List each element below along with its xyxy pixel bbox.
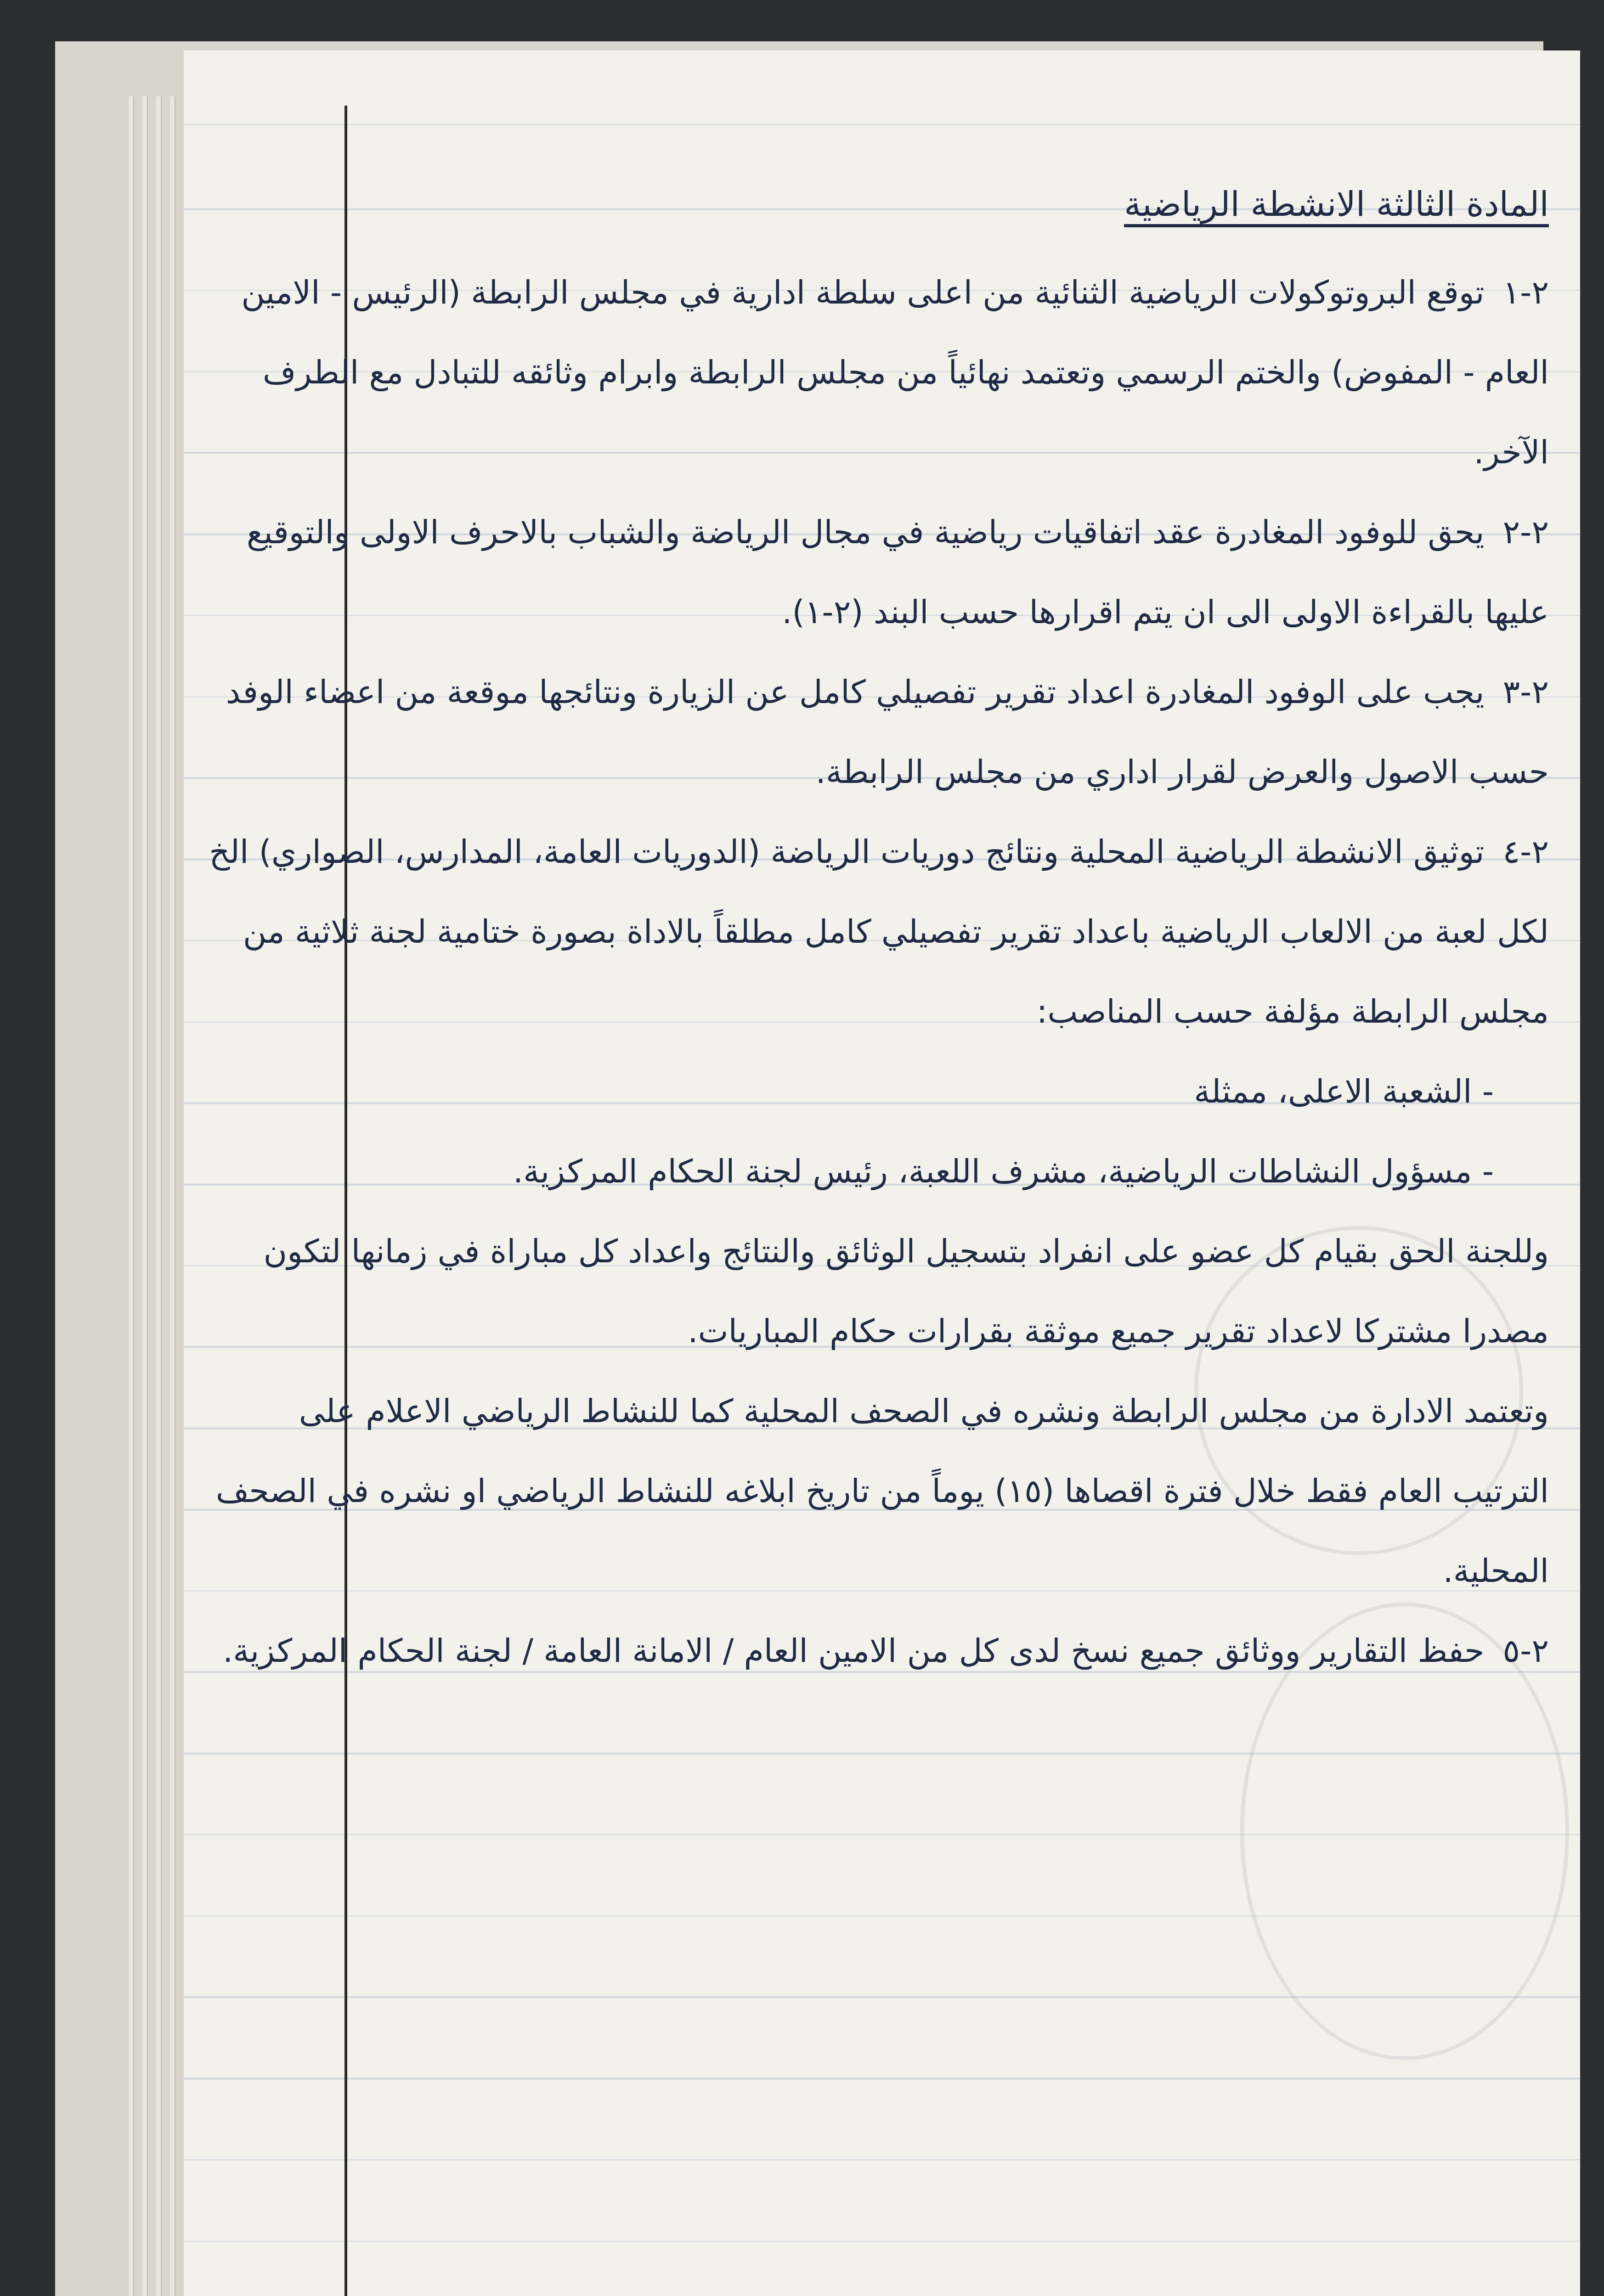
clause-number: ٢-١: [1502, 274, 1549, 311]
document-body: [207, 174, 1549, 1691]
clause-number: ٢-٤: [1502, 833, 1549, 871]
clause-2-5: [207, 1611, 1549, 1691]
page-edge: [129, 96, 134, 2296]
committee-member-line: - مسؤول النشاطات الرياضية، مشرف اللعبة، رئيس لجنة الحكام المركزية.: [513, 1153, 1494, 1190]
page-edge: [156, 96, 162, 2296]
committee-member-line: - الشعبة الاعلى، ممثلة: [1194, 1073, 1494, 1110]
clause-text: وللجنة الحق بقيام كل عضو على انفراد بتسجيل الوثائق والنتائج واعداد كل مباراة في زمانها لتكون مصدرا مشتركا لاعداد تقرير جميع موثقة بقرارات حكام المباريات.: [263, 1232, 1549, 1350]
clause-2-3: [207, 652, 1549, 812]
clause-text: حفظ التقارير ووثائق جميع نسخ لدى كل من الامين العام / الامانة العامة / لجنة الحكام المركزية.: [223, 1632, 1485, 1670]
clause-text: وتعتمد الادارة من مجلس الرابطة ونشره في الصحف المحلية كما للنشاط الرياضي الاعلام على الترتيب العام فقط خلال فترة اقصاها (١٥) يوماً من تاريخ ابلاغه للنشاط الرياضي او نشره في الصحف المحلية.: [215, 1392, 1549, 1590]
clause-number: ٢-٢: [1502, 513, 1549, 551]
page-edge: [170, 96, 175, 2296]
section-heading: المادة الثالثة الانشطة الرياضية: [1124, 185, 1549, 224]
clause-2-4: [207, 812, 1549, 1052]
clause-number: ٢-٣: [1502, 673, 1549, 711]
clause-text: توقع البروتوكولات الرياضية الثنائية من اعلى سلطة ادارية في مجلس الرابطة (الرئيس - الامين العام - المفوض) والختم الرسمي وتعتمد نهائياً من مجلس الرابطة وابرام وثائقه للتبادل مع الطرف الآخر.: [241, 274, 1549, 471]
clause-text: توثيق الانشطة الرياضية المحلية ونتائج دوريات الرياضة (الدوريات العامة، المدارس، الصواري) الخ لكل لعبة من الالعاب الرياضية باعداد تقرير تفصيلي كامل مطلقاً بالاداة بصورة ختامية لجنة ثلاثية من مجلس الرابطة مؤلفة حسب المناصب:: [209, 833, 1549, 1030]
page-edge: [142, 96, 148, 2296]
clause-text: يجب على الوفود المغادرة اعداد تقرير تفصيلي كامل عن الزيارة ونتائجها موقعة من اعضاء الوفد حسب الاصول والعرض لقرار اداري من مجلس الرابطة.: [226, 673, 1549, 791]
clause-text: يحق للوفود المغادرة عقد اتفاقيات رياضية في مجال الرياضة والشباب بالاحرف الاولى والتوقيع عليها بالقراءة الاولى الى ان يتم اقرارها حسب البند (٢-١).: [246, 513, 1549, 631]
clause-number: ٢-٥: [1502, 1632, 1549, 1670]
committee-paragraph: [207, 1211, 1549, 1371]
publication-paragraph: [207, 1371, 1549, 1611]
clause-2-1: [207, 253, 1549, 492]
clause-2-2: [207, 492, 1549, 652]
